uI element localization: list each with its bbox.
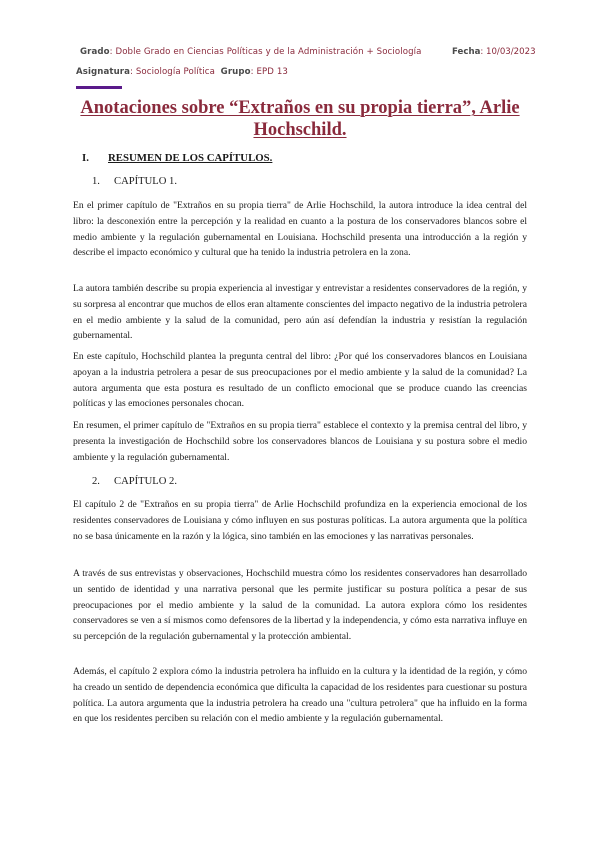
chapter-1-paragraph: En resumen, el primer capítulo de "Extraños en su propia tierra" establece el contexto y la premisa central del libro, y presenta la investigación de Hochschild sobre los conservadores blancos de Louisiana y su postura sobre el medio ambiente y la regulación gubernamental. — [73, 420, 527, 463]
document-title: Anotaciones sobre “Extraños en su propia tierra”, Arlie Hochschild. — [80, 98, 520, 140]
chapter-1-paragraph: En el primer capítulo de "Extraños en su propia tierra" de Arlie Hochschild, la autora introduce la idea central del libro: la desconexión entre la percepción y la realidad en cuanto a la postura de los conservadores blancos sobre el medio ambiente y la regulación gubernamental en Louisiana. Hochschild presenta una introducción a la región y describe el impacto económico y cultural que ha tenido la industria petrolera en la zona. — [73, 200, 527, 259]
chapter-1-number: 1. — [92, 176, 100, 187]
section-heading — [82, 152, 272, 164]
chapter-2-heading — [92, 476, 177, 487]
grado-label: Grado — [80, 47, 110, 57]
header-fecha — [452, 47, 536, 57]
header-asignatura — [76, 67, 288, 77]
chapter-1-title: CAPÍTULO 1. — [114, 176, 177, 187]
accent-divider — [76, 86, 122, 89]
asignatura-label: Asignatura — [76, 67, 131, 77]
chapter-1-heading — [92, 176, 177, 187]
chapter-1-paragraph: En este capítulo, Hochschild plantea la pregunta central del libro: ¿Por qué los conservadores blancos en Louisiana apoyan a la industria petrolera a pesar de sus preocupaciones por el medio ambiente y la salud de la comunidad? La autora argumenta que esta postura es resultado de un conflicto emocional que se produce cuando las creencias políticas y las emociones personales chocan. — [73, 351, 527, 410]
section-title: RESUMEN DE LOS CAPÍTULOS. — [108, 152, 273, 164]
chapter-2-title: CAPÍTULO 2. — [114, 476, 177, 487]
grupo-value: : EPD 13 — [250, 67, 288, 77]
fecha-value: : 10/03/2023 — [480, 47, 536, 57]
chapter-2-number: 2. — [92, 476, 100, 487]
section-number: I. — [82, 152, 89, 164]
chapter-2-paragraph: Además, el capítulo 2 explora cómo la industria petrolera ha influido en la cultura y la identidad de la región, y cómo ha creado un sentido de dependencia económica que dificulta la capacidad de los residentes para cuestionar su postura política. La autora argumenta que la industria petrolera ha creado una "cultura petrolera" que ha influido en la forma en que los residentes perciben su relación con el medio ambiente y la regulación gubernamental. — [73, 666, 527, 725]
chapter-1-paragraph: La autora también describe su propia experiencia al investigar y entrevistar a residentes conservadores de la región, y su sorpresa al encontrar que muchos de ellos eran altamente conscientes del impacto negativo de la industria petrolera en el medio ambiente y la salud de la comunidad, pero aún así defendían la industria y resistían la regulación gubernamental. — [73, 283, 527, 342]
grupo-label: Grupo — [220, 67, 251, 77]
chapter-2-paragraph: El capítulo 2 de "Extraños en su propia tierra" de Arlie Hochschild profundiza en la experiencia emocional de los residentes conservadores de Louisiana y cómo influyen en sus posturas políticas. La autora argumenta que la política no se basa únicamente en la razón y la lógica, sino también en las emociones y las narrativas personales. — [73, 499, 527, 542]
chapter-2-paragraph: A través de sus entrevistas y observaciones, Hochschild muestra cómo los residentes conservadores han desarrollado un sentido de identidad y una narrativa personal que les permite justificar su postura política a pesar de sus preocupaciones por el medio ambiente y la salud de la comunidad. La autora explora cómo los residentes conservadores se ven a sí mismos como defensores de la libertad y la independencia, y cómo esta narrativa influye en su percepción de la regulación gubernamental y la protección ambiental. — [73, 568, 527, 643]
fecha-label: Fecha — [452, 47, 481, 57]
header-grado — [80, 47, 421, 57]
grado-value: : Doble Grado en Ciencias Políticas y de la Administración + Sociología — [109, 47, 422, 57]
asignatura-value: : Sociología Política — [130, 67, 215, 77]
